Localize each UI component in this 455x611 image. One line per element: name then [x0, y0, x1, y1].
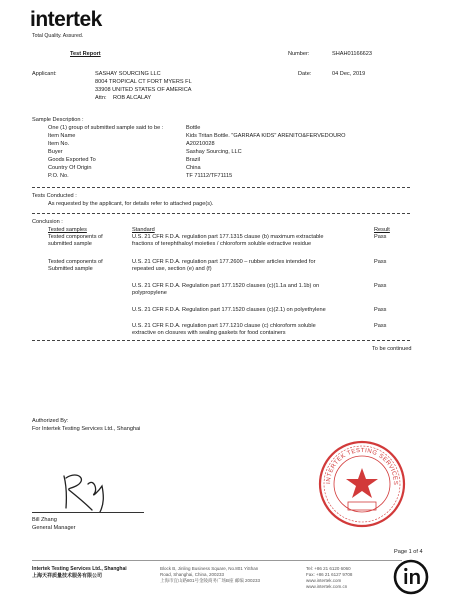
standard-line: U.S. 21 CFR F.D.A. regulation part 177.1210 clause (c) chloroform soluble — [132, 323, 316, 329]
sample-row-label: Item Name — [48, 133, 76, 139]
applicant-label: Applicant: — [32, 71, 57, 77]
footer-tel: Tel: +86 21 6120 6060 — [306, 566, 351, 571]
conclusion-heading: Conclusion : — [32, 219, 63, 225]
standard-line: U.S. 21 CFR F.D.A. Regulation part 177.1520 clauses (c)(2.1) on polyethylene — [132, 307, 326, 313]
footer-web: www.intertek.com — [306, 578, 342, 583]
sample-row-value: China — [186, 165, 201, 171]
report-date-label: Date: — [298, 71, 312, 77]
result-value: Pass — [374, 283, 387, 289]
sample-row-value: Kids Tritan Bottle. "GARRAFA KIDS" ARENITO&FERVEDOURO — [186, 133, 346, 139]
col-tested-samples: Tested samples — [48, 227, 87, 233]
footer-web-cn: www.intertek.com.cn — [306, 584, 348, 589]
sample-row-label: Goods Exported To — [48, 157, 96, 163]
divider — [32, 340, 410, 341]
standard-line: repeated use, section (e) and (f) — [132, 266, 212, 272]
tested-sample-line: submitted sample — [48, 241, 92, 247]
sample-heading: Sample Description : — [32, 117, 84, 123]
applicant-line-3: 33908 UNITED STATES OF AMERICA — [95, 87, 192, 93]
tests-heading: Tests Conducted : — [32, 193, 77, 199]
divider — [32, 187, 410, 188]
sample-row-value: Sashay Sourcing, LLC — [186, 149, 242, 155]
tested-sample-line: Tested components of — [48, 234, 103, 240]
signature-image — [58, 470, 120, 514]
authorized-company: For Intertek Testing Services Ltd., Shanghai — [32, 426, 141, 432]
tested-sample-line: Submitted sample — [48, 266, 93, 272]
sample-intro: One (1) group of submitted sample said to be : — [48, 125, 164, 131]
report-number-label: Number: — [288, 51, 310, 57]
intertek-logo: intertek — [30, 8, 102, 31]
sample-row-value: Brazil — [186, 157, 200, 163]
standard-line: U.S. 21 CFR F.D.A. regulation part 177.2600 – rubber articles intended for — [132, 259, 316, 265]
footer-address: Road, Shanghai, China, 200233 — [160, 572, 225, 577]
authorized-by: Authorized By: — [32, 418, 69, 424]
result-value: Pass — [374, 307, 387, 313]
company-seal — [318, 440, 406, 528]
svg-text:INTERTEK TESTING SERVICES LTD.: INTERTEK TESTING SERVICES — [325, 447, 399, 486]
result-value: Pass — [374, 323, 387, 329]
footer-address: 上海市宜山路801号金陵商务广场B座 邮编 200233 — [160, 578, 261, 583]
report-title: Test Report — [70, 51, 101, 57]
tests-text: As requested by the applicant, for details refer to attached page(s). — [48, 201, 214, 207]
sample-row-value: A20210028 — [186, 141, 215, 147]
sample-row-label: Item No. — [48, 141, 70, 147]
attn-name: ROB ALCALAY — [113, 95, 152, 101]
result-value: Pass — [374, 259, 387, 265]
footer-fax: Fax: +86 21 6127 9708 — [306, 572, 353, 577]
report-date: 04 Dec, 2019 — [332, 71, 366, 77]
to-be-continued: To be continued — [372, 346, 412, 352]
sample-row-label: Country Of Origin — [48, 165, 92, 171]
report-number: SHAH01166623 — [332, 51, 373, 57]
logo-tagline: Total Quality. Assured. — [32, 33, 84, 39]
standard-line: extractive on closures with sealing gaskets for food containers — [132, 330, 286, 336]
signer-role: General Manager — [32, 525, 76, 531]
standard-line: U.S. 21 CFR F.D.A. Regulation part 177.1520 clauses (c)(1.1a and 1.1b) on — [132, 283, 320, 289]
signer-name: Bill Zhang — [32, 517, 57, 523]
applicant-line-2: 8004 TROPICAL CT FORT MYERS FL — [95, 79, 192, 85]
intertek-in-logo-icon — [392, 558, 430, 596]
divider — [32, 213, 410, 214]
footer-rule — [32, 560, 402, 561]
sample-intro-value: Bottle — [186, 125, 201, 131]
col-standard: Standard — [132, 227, 155, 233]
sample-row-label: P.O. No. — [48, 173, 69, 179]
col-result: Result — [374, 227, 390, 233]
footer-address: Block B, Jinling Business Square, No.801 YiShan — [160, 566, 259, 571]
attn-label: Attn: — [95, 95, 107, 101]
sample-row-label: Buyer — [48, 149, 63, 155]
standard-line: fractions of terephthaloyl moieties / chloroform soluble extractive residue — [132, 241, 312, 247]
sample-row-value: TF 71112/TF71115 — [186, 173, 233, 179]
footer-company-cn: 上海天祥质量技术服务有限公司 — [32, 573, 103, 579]
standard-line: polypropylene — [132, 290, 167, 296]
standard-line: U.S. 21 CFR F.D.A. regulation part 177.1315 clause (b) maximum extractable — [132, 234, 324, 240]
tested-sample-line: Tested components of — [48, 259, 103, 265]
applicant-line-1: SASHAY SOURCING LLC — [95, 71, 161, 77]
signature-line — [32, 512, 144, 513]
page-number: Page 1 of 4 — [394, 549, 423, 555]
footer-company-en: Intertek Testing Services Ltd., Shanghai — [32, 566, 127, 572]
result-value: Pass — [374, 234, 387, 240]
